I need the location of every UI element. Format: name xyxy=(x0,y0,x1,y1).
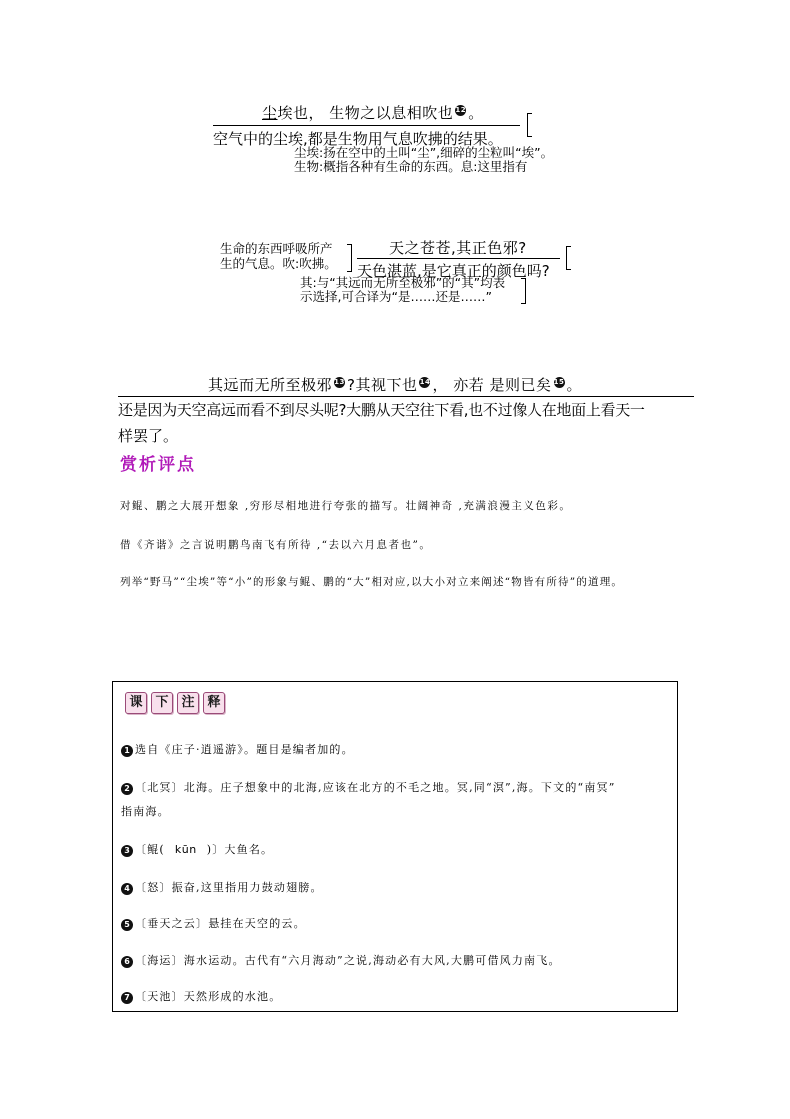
end-punct: 。 xyxy=(566,376,583,394)
footnote-item xyxy=(121,986,281,1008)
footnote-text: 选自《庄子·逍遥游》。题目是编者加的。 xyxy=(135,743,354,756)
divider-rule xyxy=(357,258,560,259)
footnote-number-icon: 3 xyxy=(121,845,133,857)
footnote-item-continued xyxy=(121,801,170,823)
translation-text-3b: 样罢了。 xyxy=(118,427,179,445)
translation-text-1: 空气中的尘埃,都是生物用气息吹拂的结果。 xyxy=(213,130,503,148)
footnote-number-icon: 7 xyxy=(121,992,133,1004)
footnote-number-icon: 1 xyxy=(121,745,133,757)
footnote-text: 〔北冥〕北海。庄子想象中的北海,应该在北方的不毛之地。冥,同“溟”,海。下文的“南冥” xyxy=(135,781,616,794)
annotation-line: 生命的东西呼吸所产 xyxy=(220,241,333,256)
underlined-char: 尘 xyxy=(262,104,278,122)
original-text-3 xyxy=(208,374,582,395)
annotation-line: 其:与“其远而无所至极邪”的“其”均表 xyxy=(300,275,506,290)
footnote-marker-icon[interactable]: 15 xyxy=(553,378,565,386)
end-punct: 。 xyxy=(468,104,484,122)
annotation-line: 示选择,可合译为“是……还是……” xyxy=(300,289,492,304)
title-tag: 释 xyxy=(203,692,225,714)
appreciation-paragraph: 对鲲、鹏之大展开想象 ,穷形尽相地进行夸张的描写。壮阔神奇 ,充满浪漫主义色彩。 xyxy=(120,500,572,512)
divider-rule xyxy=(118,396,694,397)
footnote-text: 〔天池〕天然形成的水池。 xyxy=(135,990,282,1003)
footnote-text: 〔垂天之云〕悬挂在天空的云。 xyxy=(135,917,306,930)
footnote-item xyxy=(121,950,561,972)
footnote-item xyxy=(121,839,273,861)
footnote-text: 指南海。 xyxy=(121,805,170,818)
original-text-rest: 埃也， 生物之以息相吹也 xyxy=(277,104,454,122)
footnotes-box xyxy=(112,681,678,1012)
original-text-part: 其远而无所至极邪 xyxy=(208,376,333,394)
title-tag: 下 xyxy=(151,692,173,714)
pinyin-text: kūn xyxy=(174,843,197,856)
bracket-left xyxy=(527,113,532,137)
bracket-right xyxy=(347,244,352,272)
footnote-number-icon: 2 xyxy=(121,783,133,795)
footnote-number-icon: 5 xyxy=(121,919,133,931)
footnote-marker-icon[interactable]: 12 xyxy=(455,106,467,114)
footnote-text: 〔怒〕振奋,这里指用力鼓动翅膀。 xyxy=(135,881,323,894)
title-tag: 注 xyxy=(177,692,199,714)
appreciation-paragraph: 列举“野马”“尘埃”等“小”的形象与鲲、鹏的“大”相对应,以大小对立来阐述“物皆有所待”的道理。 xyxy=(120,576,624,588)
notes-title-tags xyxy=(125,692,225,714)
footnote-text: 〔海运〕海水运动。古代有“六月海动”之说,海动必有大风,大鹏可借风力南飞。 xyxy=(135,954,561,967)
section-heading: 赏析评点 xyxy=(120,455,196,475)
footnote-text: )〕大鱼名。 xyxy=(206,843,274,856)
footnote-number-icon: 4 xyxy=(121,883,133,895)
original-text-1 xyxy=(262,102,484,123)
translation-text-2: 天色湛蓝,是它真正的颜色吗? xyxy=(357,262,550,280)
annotation-line: 生的气息。吹:吹拂。 xyxy=(220,256,337,271)
divider-rule xyxy=(213,125,520,126)
appreciation-paragraph: 借《齐谐》之言说明鹏鸟南飞有所待 ,“去以六月息者也”。 xyxy=(120,539,432,551)
original-text-part: ?其视下也 xyxy=(347,376,418,394)
footnote-item xyxy=(121,739,354,761)
footnote-marker-icon[interactable]: 13 xyxy=(334,378,345,386)
footnote-text: 〔鲲( xyxy=(135,843,165,856)
footnote-number-icon: 6 xyxy=(121,956,133,968)
annotation-line: 生物:概指各种有生命的东西。息:这里指有 xyxy=(294,159,528,174)
original-text-2: 天之苍苍,其正色邪? xyxy=(389,239,527,257)
footnote-item xyxy=(121,777,616,799)
footnote-marker-icon[interactable]: 14 xyxy=(419,378,431,386)
footnote-item xyxy=(121,913,306,935)
title-tag: 课 xyxy=(125,692,147,714)
annotation-line: 尘埃:扬在空中的土叫“尘”,细碎的尘粒叫“埃”。 xyxy=(294,145,554,160)
original-text-part: ， 亦若 是则已矣 xyxy=(432,376,552,394)
footnote-item xyxy=(121,877,323,899)
bracket-right xyxy=(521,278,526,304)
translation-text-3: 还是因为天空高远而看不到尽头呢?大鹏从天空往下看,也不过像人在地面上看天一 xyxy=(118,401,645,419)
bracket-left xyxy=(566,246,571,270)
